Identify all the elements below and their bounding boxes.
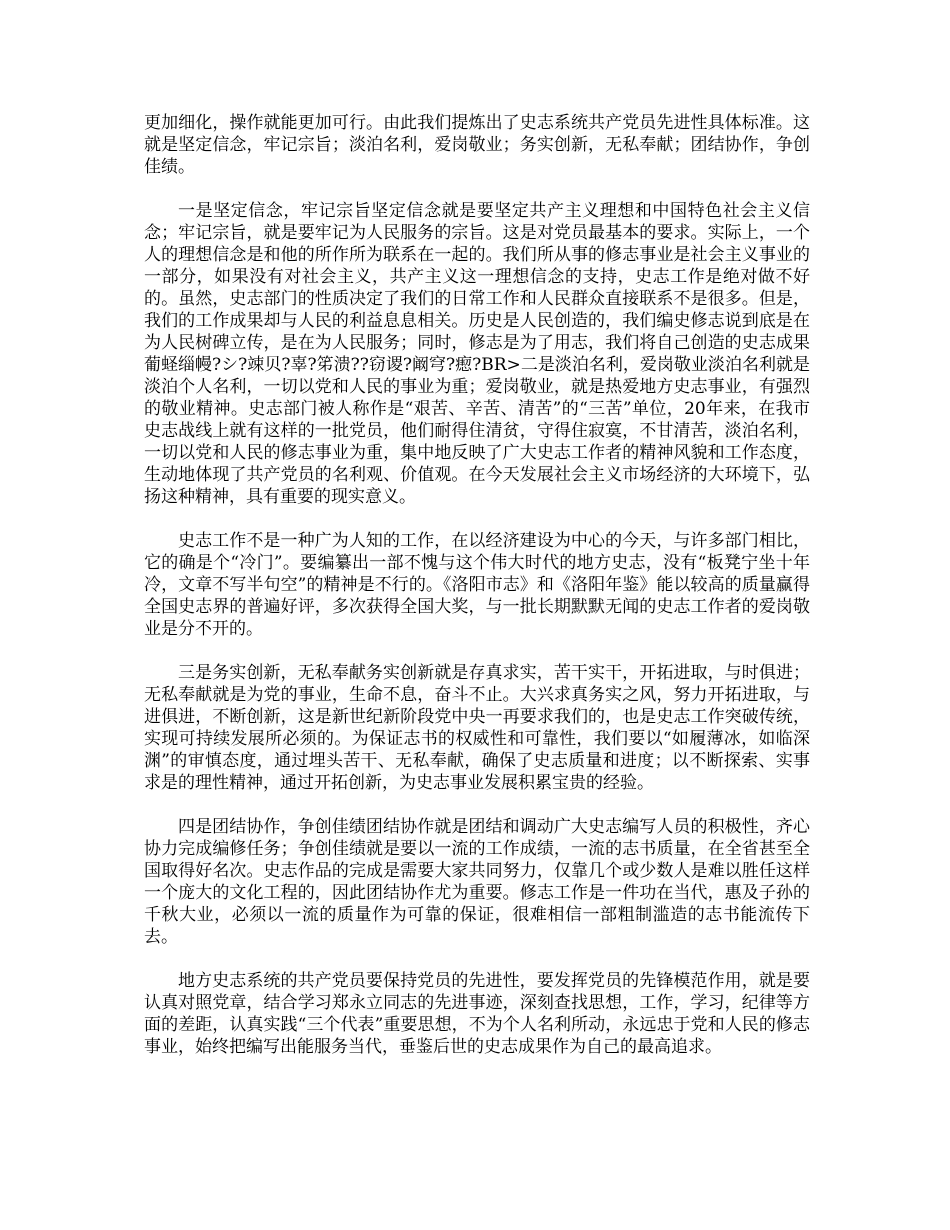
document-page [144,112,810,1058]
paragraph-standards-intro: 更加细化，操作就能更加可行。由此我们提炼出了史志系统共产党员先进性具体标准。这就是坚定信念，牢记宗旨；淡泊名利，爱岗敬业；务实创新，无私奉献；团结协作，争创佳绩。 [144,113,810,177]
paragraph-unpopular-work: 史志工作不是一种广为人知的工作，在以经济建设为中心的今天，与许多部门相比，它的确是个“冷门”。要编纂出一部不愧与这个伟大时代的地方史志，没有“板凳宁坐十年冷，文章不写半句空”的精神是不行的。《洛阳市志》和《洛阳年鉴》能以较高的质量赢得全国史志界的普遍好评，多次获得全国大奖，与一批长期默默无闻的史志工作者的爱岗敬业是分不开的。 [144,531,810,639]
paragraph-firm-belief: 一是坚定信念，牢记宗旨坚定信念就是要坚定共产主义理想和中国特色社会主义信念；牢记宗旨，就是要牢记为人民服务的宗旨。这是对党员最基本的要求。实际上，一个人的理想信念是和他的所作所为联系在一起的。我们所从事的修志事业是社会主义事业的一部分，如果没有对社会主义，共产主义这一理想信念的支持，史志工作是绝对做不好的。虽然，史志部门的性质决定了我们的日常工作和人民群众直接联系不是很多。但是，我们的工作成果却与人民的利益息息相关。历史是人民创造的，我们编史修志说到底是在为人民树碑立传，是在为人民服务；同时，修志是为了用志，我们将自己创造的史志成果葡蛏缁幔?シ?竦贝?辜?笫溃??窃谡?阚穹?瘛?BR>二是淡泊名利，爱岗敬业淡泊名利就是淡泊个人名利，一切以党和人民的事业为重；爱岗敬业，就是热爱地方史志事业，有强烈的敬业精神。史志部门被人称作是“艰苦、辛苦、清苦”的“三苦”单位，20年来，在我市史志战线上就有这样的一批党员，他们耐得住清贫，守得住寂寞，不甘清苦，淡泊名利，一切以党和人民的修志事业为重，集中地反映了广大史志工作者的精神风貌和工作态度，生动地体现了共产党员的名利观、价值观。在今天发展社会主义市场经济的大环境下，弘扬这种精神，具有重要的现实意义。 [144,201,810,507]
paragraph-conclusion: 地方史志系统的共产党员要保持党员的先进性，要发挥党员的先锋模范作用，就是要认真对照党章，结合学习郑永立同志的先进事迹，深刻查找思想，工作，学习，纪律等方面的差距，认真实践“三个代表”重要思想，不为个人名利所动，永远忠于党和人民的修志事业，始终把编写出能服务当代，垂鉴后世的史志成果作为自己的最高追求。 [144,971,810,1057]
paragraph-pragmatic-innovation: 三是务实创新，无私奉献务实创新就是存真求实，苦干实干，开拓进取，与时俱进；无私奉献就是为党的事业，生命不息，奋斗不止。大兴求真务实之风，努力开拓进取，与进俱进，不断创新，这是新世纪新阶段党中央一再要求我们的，也是史志工作突破传统，实现可持续发展所必须的。为保证志书的权威性和可靠性，我们要以“如履薄冰，如临深渊”的审慎态度，通过埋头苦干、无私奉献，确保了史志质量和进度；以不断探索、实事求是的理性精神，通过开拓创新，为史志事业发展积累宝贵的经验。 [144,663,810,793]
paragraph-teamwork: 四是团结协作，争创佳绩团结协作就是团结和调动广大史志编写人员的积极性，齐心协力完成编修任务；争创佳绩就是要以一流的工作成绩，一流的志书质量，在全省甚至全国取得好名次。史志作品的完成是需要大家共同努力，仅靠几个或少数人是难以胜任这样一个庞大的文化工程的，因此团结协作尤为重要。修志工作是一件功在当代，惠及子孙的千秋大业，必须以一流的质量作为可靠的保证，很难相信一部粗制滥造的志书能流传下去。 [144,817,810,947]
